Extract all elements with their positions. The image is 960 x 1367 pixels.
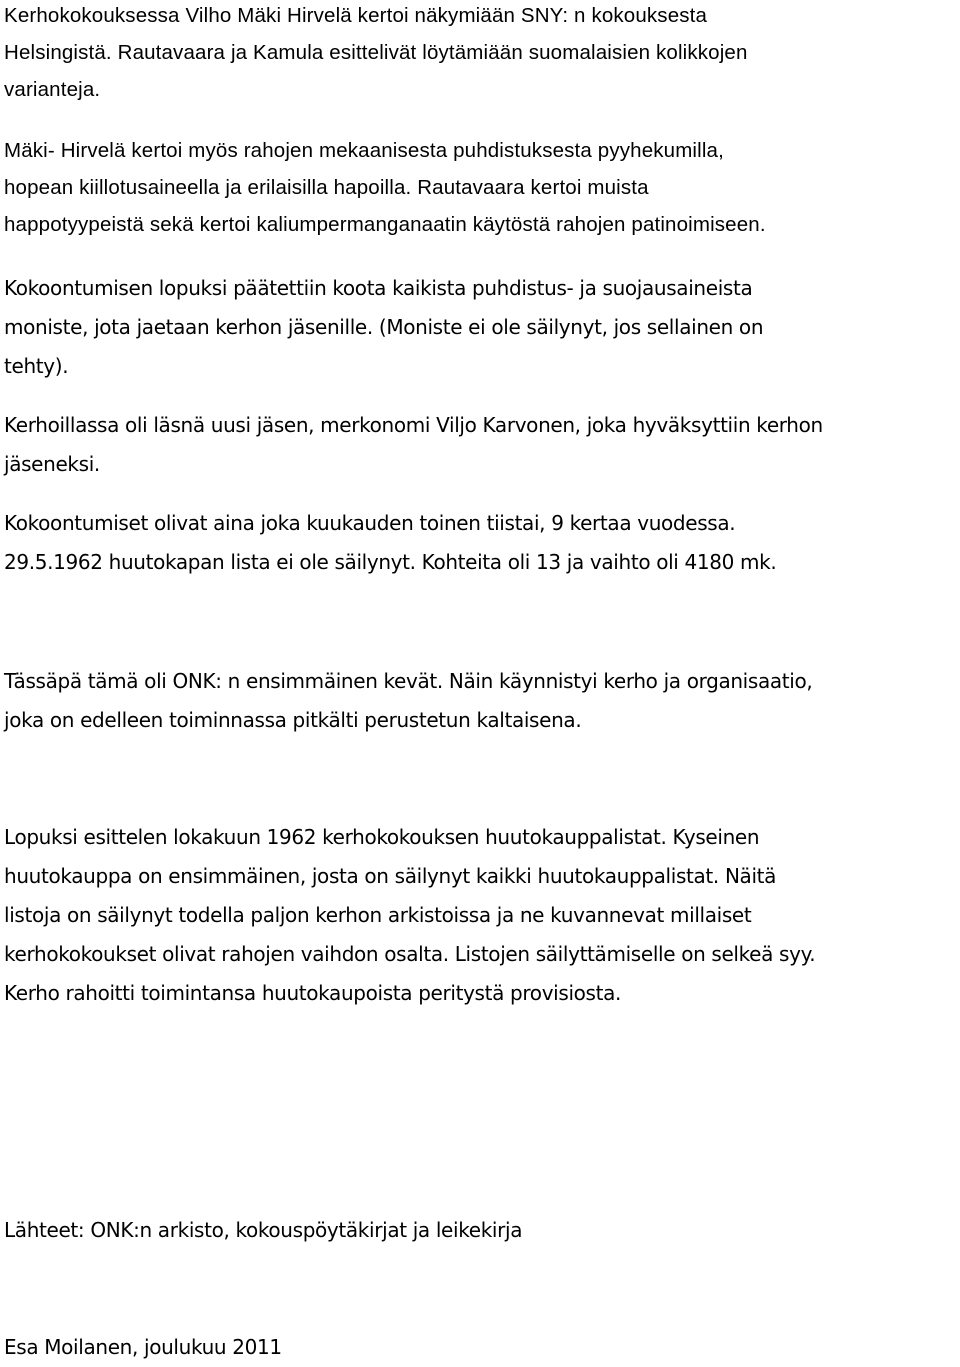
paragraph-line: Helsingistä. Rautavaara ja Kamula esittelivät löytämiään suomalaisien kolikkojen	[4, 41, 748, 64]
paragraph-line: tehty).	[4, 354, 69, 378]
paragraph-coin-cleaning	[4, 132, 958, 243]
paragraph-line: happotyypeistä sekä kertoi kaliumpermanganaatin käytöstä rahojen patinoimiseen.	[4, 213, 766, 236]
sources-text: Lähteet: ONK:n arkisto, kokouspöytäkirjat ja leikekirja	[4, 1218, 523, 1242]
paragraph-line: varianteja.	[4, 78, 101, 101]
paragraph-auction-lists	[4, 818, 958, 1013]
paragraph-sny-meeting	[4, 0, 958, 108]
paragraph-line: Kokoontumisen lopuksi päätettiin koota kaikista puhdistus- ja suojausaineista	[4, 276, 753, 300]
paragraph-line: hopean kiillotusaineella ja erilaisilla hapoilla. Rautavaara kertoi muista	[4, 176, 649, 199]
paragraph-line: joka on edelleen toiminnassa pitkälti perustetun kaltaisena.	[4, 708, 582, 732]
paragraph-new-member	[4, 406, 958, 484]
paragraph-line: Kokoontumiset olivat aina joka kuukauden toinen tiistai, 9 kertaa vuodessa.	[4, 511, 736, 535]
author-date-text: Esa Moilanen, joulukuu 2011	[4, 1335, 282, 1359]
paragraph-line: huutokauppa on ensimmäinen, josta on säilynyt kaikki huutokauppalistat. Näitä	[4, 864, 777, 888]
author-signature	[4, 1328, 958, 1367]
paragraph-line: listoja on säilynyt todella paljon kerhon arkistoissa ja ne kuvannevat millaiset	[4, 903, 752, 927]
paragraph-line: 29.5.1962 huutokapan lista ei ole säilynyt. Kohteita oli 13 ja vaihto oli 4180 mk.	[4, 550, 777, 574]
paragraph-line: Kerhokokouksessa Vilho Mäki Hirvelä kertoi näkymiään SNY: n kokouksesta	[4, 4, 708, 27]
paragraph-line: Tässäpä tämä oli ONK: n ensimmäinen kevät. Näin käynnistyi kerho ja organisaatio,	[4, 669, 813, 693]
paragraph-line: Kerho rahoitti toimintansa huutokaupoista peritystä provisiosta.	[4, 981, 622, 1005]
paragraph-line: Lopuksi esittelen lokakuun 1962 kerhokokouksen huutokauppalistat. Kyseinen	[4, 825, 760, 849]
paragraph-line: Mäki- Hirvelä kertoi myös rahojen mekaanisesta puhdistuksesta pyyhekumilla,	[4, 139, 724, 162]
paragraph-line: Kerhoillassa oli läsnä uusi jäsen, merkonomi Viljo Karvonen, joka hyväksyttiin kerhon	[4, 413, 823, 437]
sources-line	[4, 1211, 958, 1250]
paragraph-first-spring	[4, 662, 958, 740]
paragraph-line: kerhokokoukset olivat rahojen vaihdon osalta. Listojen säilyttämiselle on selkeä syy.	[4, 942, 816, 966]
paragraph-line: jäseneksi.	[4, 452, 100, 476]
paragraph-line: moniste, jota jaetaan kerhon jäsenille. (Moniste ei ole säilynyt, jos sellainen on	[4, 315, 764, 339]
paragraph-meeting-schedule	[4, 504, 958, 582]
paragraph-handout	[4, 269, 958, 386]
